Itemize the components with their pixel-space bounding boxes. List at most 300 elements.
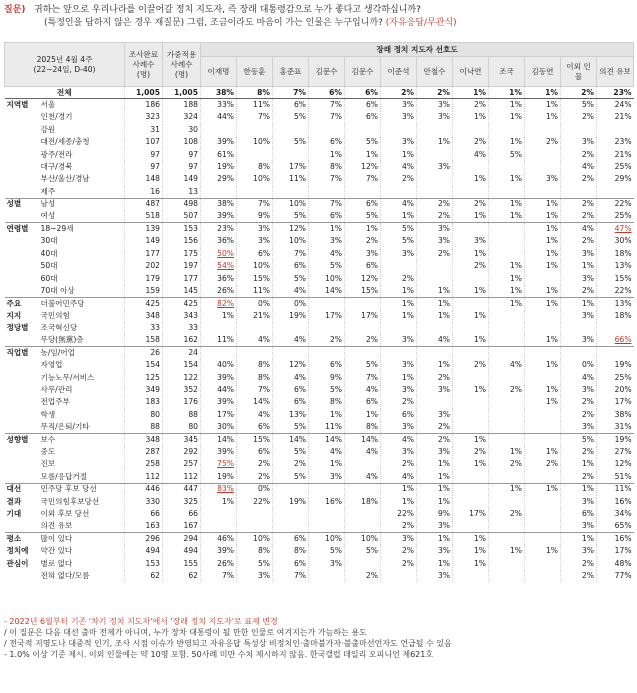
value-cell	[489, 223, 525, 235]
value-cell	[417, 272, 453, 284]
value-cell: 8%	[237, 545, 273, 557]
group-name	[5, 421, 39, 433]
row-label: 사무/관리	[40, 385, 73, 395]
value-cell: 9%	[309, 371, 345, 383]
sample-count: 494	[125, 545, 163, 557]
value-cell: 2%	[237, 471, 273, 483]
value-cell: 39%	[201, 136, 237, 148]
group-name	[5, 458, 39, 470]
row-label: 국민의힘후보당선	[40, 496, 100, 506]
value-cell: 7%	[309, 111, 345, 123]
value-cell: 4%	[381, 433, 417, 445]
weighted-count: 88	[163, 409, 201, 421]
value-cell	[453, 161, 489, 173]
candidate-header: 안철수	[417, 57, 453, 87]
weighted-count: 153	[163, 223, 201, 235]
value-cell: 10%	[237, 533, 273, 545]
weighted-count: 292	[163, 446, 201, 458]
weighted-count: 167	[163, 520, 201, 532]
value-cell	[237, 186, 273, 198]
group-name	[5, 371, 39, 383]
value-cell: 2%	[381, 545, 417, 557]
table-row	[5, 359, 634, 371]
value-cell: 21%	[597, 148, 634, 160]
value-cell: 2%	[561, 285, 597, 297]
value-cell: 3%	[417, 161, 453, 173]
row-label: 40대	[40, 248, 58, 258]
value-cell: 4%	[273, 371, 309, 383]
group-name	[5, 210, 39, 222]
value-cell: 7%	[273, 570, 309, 582]
value-cell: 1%	[453, 173, 489, 185]
row-label: 60대	[40, 273, 58, 283]
value-cell: 7%	[309, 198, 345, 210]
value-cell: 5%	[273, 272, 309, 284]
value-cell: 1%	[453, 248, 489, 260]
value-cell: 14%	[201, 433, 237, 445]
value-cell: 1%	[381, 285, 417, 297]
value-cell: 34%	[597, 508, 634, 520]
sample-count: 16	[125, 186, 163, 198]
value-cell: 1%	[561, 297, 597, 309]
value-cell: 17%	[273, 161, 309, 173]
weighted-count: 324	[163, 111, 201, 123]
table-row	[5, 99, 634, 111]
value-cell: 22%	[381, 508, 417, 520]
value-cell: 11%	[309, 421, 345, 433]
value-cell: 4%	[489, 359, 525, 371]
candidate-header: 김문수	[345, 57, 381, 87]
value-cell: 11%	[597, 483, 634, 495]
value-cell: 12%	[273, 359, 309, 371]
value-cell: 5%	[273, 446, 309, 458]
value-cell: 12%	[273, 223, 309, 235]
question-tag: 질문)	[4, 5, 26, 15]
value-cell	[309, 124, 345, 136]
value-cell	[453, 396, 489, 408]
value-cell: 22%	[597, 198, 634, 210]
value-cell	[489, 396, 525, 408]
row-label: 별로 없다	[40, 558, 73, 568]
value-cell: 1%	[489, 87, 525, 99]
value-cell: 39%	[201, 210, 237, 222]
value-cell: 6%	[345, 99, 381, 111]
value-cell: 83%	[201, 483, 237, 495]
value-cell: 1%	[525, 235, 561, 247]
value-cell: 11%	[237, 285, 273, 297]
value-cell: 7%	[345, 371, 381, 383]
value-cell	[489, 161, 525, 173]
row-label: 30대	[40, 236, 58, 246]
value-cell: 10%	[237, 136, 273, 148]
sample-count: 97	[125, 148, 163, 160]
value-cell	[381, 322, 417, 334]
value-cell	[525, 421, 561, 433]
value-cell: 1%	[489, 272, 525, 284]
value-cell: 1%	[525, 260, 561, 272]
row-label: 여성	[40, 211, 56, 221]
value-cell: 1%	[489, 297, 525, 309]
sample-count: 139	[125, 223, 163, 235]
value-cell: 6%	[273, 260, 309, 272]
value-cell: 14%	[237, 396, 273, 408]
row-label: 70대 이상	[40, 285, 75, 295]
weighted-count: 1,005	[163, 87, 201, 99]
value-cell: 2%	[561, 148, 597, 160]
value-cell: 10%	[237, 173, 273, 185]
value-cell	[561, 124, 597, 136]
value-cell: 3%	[381, 334, 417, 346]
value-cell: 2%	[489, 458, 525, 470]
weighted-count: 176	[163, 396, 201, 408]
value-cell: 16%	[309, 495, 345, 507]
group-name	[5, 570, 39, 582]
sample-count: 107	[125, 136, 163, 148]
value-cell: 27%	[597, 446, 634, 458]
weighted-count: 145	[163, 285, 201, 297]
value-cell: 17%	[597, 396, 634, 408]
value-cell: 1%	[201, 495, 237, 507]
value-cell: 2%	[345, 235, 381, 247]
value-cell: 15%	[237, 272, 273, 284]
value-cell: 1%	[381, 371, 417, 383]
value-cell: 1%	[561, 458, 597, 470]
value-cell: 17%	[201, 409, 237, 421]
value-cell	[525, 124, 561, 136]
value-cell: 17%	[453, 508, 489, 520]
value-cell: 1%	[417, 483, 453, 495]
value-cell	[489, 421, 525, 433]
candidate-header: 김문수	[309, 57, 345, 87]
value-cell	[561, 186, 597, 198]
value-cell: 3%	[561, 421, 597, 433]
group-name	[5, 446, 39, 458]
value-cell: 3%	[561, 384, 597, 396]
value-cell: 11%	[201, 334, 237, 346]
weighted-count: 425	[163, 297, 201, 309]
table-row	[5, 260, 634, 272]
value-cell: 54%	[201, 260, 237, 272]
value-cell: 7%	[237, 198, 273, 210]
weighted-count: 345	[163, 433, 201, 445]
value-cell: 2%	[345, 570, 381, 582]
value-cell: 1%	[489, 446, 525, 458]
table-row	[5, 210, 634, 222]
candidate-header: 홍준표	[273, 57, 309, 87]
value-cell: 4%	[273, 334, 309, 346]
value-cell	[273, 347, 309, 359]
group-name	[5, 148, 39, 160]
value-cell: 14%	[309, 433, 345, 445]
table-row	[5, 124, 634, 136]
value-cell: 6%	[309, 136, 345, 148]
value-cell	[597, 347, 634, 359]
value-cell	[273, 322, 309, 334]
value-cell: 7%	[309, 99, 345, 111]
table-row	[5, 136, 634, 148]
value-cell: 1%	[453, 384, 489, 396]
value-cell: 3%	[417, 99, 453, 111]
candidate-header: 한동훈	[237, 57, 273, 87]
row-label: 무당(無黨)층	[40, 335, 84, 345]
value-cell: 4%	[381, 471, 417, 483]
value-cell	[561, 322, 597, 334]
value-cell: 1%	[525, 359, 561, 371]
value-cell: 2%	[561, 87, 597, 99]
value-cell: 1%	[489, 285, 525, 297]
value-cell	[453, 371, 489, 383]
value-cell	[489, 371, 525, 383]
value-cell: 19%	[597, 359, 634, 371]
sample-count: 425	[125, 297, 163, 309]
value-cell	[525, 409, 561, 421]
group-name: 기대	[6, 508, 22, 518]
row-label: 국민의힘	[40, 310, 70, 320]
value-cell: 65%	[597, 520, 634, 532]
value-cell	[345, 520, 381, 532]
value-cell: 3%	[417, 520, 453, 532]
value-cell: 4%	[237, 334, 273, 346]
row-label: 대전/세종/충청	[40, 137, 90, 147]
value-cell	[345, 347, 381, 359]
value-cell	[273, 508, 309, 520]
group-name: 평소	[5, 533, 39, 545]
value-cell: 1%	[381, 148, 417, 160]
value-cell: 3%	[417, 384, 453, 396]
value-cell	[201, 347, 237, 359]
value-cell: 1%	[561, 260, 597, 272]
value-cell	[273, 186, 309, 198]
value-cell: 6%	[561, 508, 597, 520]
sample-count: 154	[125, 359, 163, 371]
value-cell	[201, 520, 237, 532]
sample-count: 148	[125, 173, 163, 185]
value-cell: 3%	[525, 173, 561, 185]
value-cell: 13%	[273, 409, 309, 421]
value-cell: 2%	[237, 458, 273, 470]
value-cell: 25%	[597, 161, 634, 173]
value-cell	[237, 347, 273, 359]
value-cell: 3%	[237, 235, 273, 247]
table-row	[5, 173, 634, 185]
table-row	[5, 483, 634, 495]
value-cell: 10%	[237, 260, 273, 272]
value-cell: 39%	[201, 396, 237, 408]
value-cell	[489, 124, 525, 136]
candidate-header: 이외 인물	[561, 57, 597, 87]
table-row	[5, 545, 634, 557]
value-cell: 2%	[417, 198, 453, 210]
value-cell: 1%	[525, 111, 561, 123]
value-cell: 1%	[489, 545, 525, 557]
value-cell	[309, 347, 345, 359]
value-cell: 1%	[525, 210, 561, 222]
value-cell	[201, 186, 237, 198]
sample-count: 163	[125, 520, 163, 532]
value-cell	[345, 297, 381, 309]
value-cell	[453, 471, 489, 483]
value-cell	[345, 458, 381, 470]
sample-count: 323	[125, 111, 163, 123]
value-cell: 38%	[201, 87, 237, 99]
value-cell: 23%	[201, 223, 237, 235]
weighted-count: 24	[163, 347, 201, 359]
value-cell	[489, 520, 525, 532]
table-row	[5, 186, 634, 198]
value-cell: 3%	[237, 223, 273, 235]
sample-count: 186	[125, 99, 163, 111]
candidate-header: 이준석	[381, 57, 417, 87]
value-cell: 1%	[453, 210, 489, 222]
value-cell: 3%	[309, 235, 345, 247]
value-cell: 6%	[309, 210, 345, 222]
group-name: 성별	[5, 198, 39, 210]
value-cell: 10%	[273, 235, 309, 247]
table-row	[5, 570, 634, 582]
value-cell	[417, 124, 453, 136]
value-cell: 30%	[597, 235, 634, 247]
weighted-count: 494	[163, 545, 201, 557]
value-cell: 44%	[201, 111, 237, 123]
value-cell: 46%	[201, 533, 237, 545]
value-cell: 1%	[525, 87, 561, 99]
value-cell	[525, 508, 561, 520]
value-cell	[453, 570, 489, 582]
weighted-count: 177	[163, 272, 201, 284]
value-cell: 12%	[597, 458, 634, 470]
value-cell: 4%	[561, 161, 597, 173]
value-cell: 5%	[309, 260, 345, 272]
sample-count: 296	[125, 533, 163, 545]
value-cell	[309, 570, 345, 582]
table-row	[5, 533, 634, 545]
value-cell: 5%	[273, 111, 309, 123]
value-cell: 4%	[453, 148, 489, 160]
value-cell: 15%	[597, 272, 634, 284]
value-cell: 14%	[345, 433, 381, 445]
group-name	[5, 173, 39, 185]
candidate-header: 조국	[489, 57, 525, 87]
sample-count: 446	[125, 483, 163, 495]
value-cell: 19%	[273, 495, 309, 507]
value-cell: 5%	[561, 433, 597, 445]
value-cell: 3%	[345, 248, 381, 260]
table-row	[5, 557, 634, 569]
value-cell	[597, 322, 634, 334]
subtext-main: (특정인을 답하지 않은 경우 재질문) 그럼, 조금이라도 마음이 가는 인물은 누구입니까?	[44, 18, 383, 28]
table-row	[5, 272, 634, 284]
value-cell	[381, 570, 417, 582]
value-cell: 2%	[561, 111, 597, 123]
value-cell	[453, 223, 489, 235]
value-cell	[489, 347, 525, 359]
survey-date: 2025년 4월 4주	[36, 54, 93, 64]
footnote-3: / 전국적 지명도나 대중적 인기, 조사 시점 이슈가 반영되고 자유응답 특성상 비정치인·출마불가자·불출마선언자도 언급될 수 있음	[4, 639, 452, 648]
value-cell: 24%	[597, 99, 634, 111]
row-label: 보수	[39, 433, 125, 445]
value-cell: 3%	[309, 557, 345, 569]
value-cell: 36%	[201, 272, 237, 284]
value-cell: 4%	[381, 161, 417, 173]
group-name: 연령별	[5, 223, 39, 235]
group-name	[5, 161, 39, 173]
sample-count: 153	[125, 557, 163, 569]
value-cell: 31%	[597, 421, 634, 433]
value-cell: 1%	[453, 458, 489, 470]
value-cell: 8%	[237, 87, 273, 99]
value-cell: 5%	[345, 136, 381, 148]
weighted-count: 155	[163, 557, 201, 569]
value-cell: 16%	[597, 495, 634, 507]
value-cell	[597, 124, 634, 136]
value-cell: 5%	[309, 384, 345, 396]
group-name: 대선	[5, 483, 39, 495]
value-cell: 1%	[453, 334, 489, 346]
value-cell: 3%	[561, 248, 597, 260]
value-cell: 1%	[525, 396, 561, 408]
group-name	[5, 409, 39, 421]
value-cell: 7%	[237, 111, 273, 123]
value-cell: 2%	[381, 272, 417, 284]
value-cell: 1%	[525, 99, 561, 111]
value-cell: 2%	[309, 334, 345, 346]
value-cell: 2%	[561, 396, 597, 408]
value-cell: 3%	[237, 570, 273, 582]
value-cell	[489, 433, 525, 445]
value-cell: 3%	[561, 136, 597, 148]
table-row	[5, 334, 634, 346]
sample-count: 33	[125, 322, 163, 334]
value-cell	[201, 322, 237, 334]
value-cell: 3%	[417, 235, 453, 247]
weighted-count: 498	[163, 198, 201, 210]
value-cell: 3%	[417, 545, 453, 557]
value-cell: 6%	[345, 396, 381, 408]
value-cell: 12%	[345, 161, 381, 173]
value-cell: 3%	[381, 421, 417, 433]
value-cell: 8%	[345, 421, 381, 433]
value-cell: 3%	[561, 272, 597, 284]
value-cell: 6%	[273, 384, 309, 396]
group-name	[5, 272, 39, 284]
value-cell	[273, 483, 309, 495]
value-cell: 0%	[237, 297, 273, 309]
value-cell: 17%	[597, 545, 634, 557]
value-cell	[525, 471, 561, 483]
value-cell: 5%	[273, 421, 309, 433]
value-cell	[309, 186, 345, 198]
value-cell: 61%	[201, 148, 237, 160]
row-label: 광주/전라	[40, 149, 73, 159]
value-cell: 10%	[273, 198, 309, 210]
value-cell: 1%	[453, 533, 489, 545]
value-cell: 4%	[309, 446, 345, 458]
value-cell	[489, 495, 525, 507]
value-cell	[417, 322, 453, 334]
value-cell: 3%	[381, 99, 417, 111]
value-cell: 2%	[489, 384, 525, 396]
weighted-count: 13	[163, 186, 201, 198]
value-cell: 30%	[201, 421, 237, 433]
value-cell	[525, 570, 561, 582]
value-cell	[489, 409, 525, 421]
value-cell: 4%	[273, 285, 309, 297]
value-cell: 11%	[237, 99, 273, 111]
value-cell	[345, 124, 381, 136]
value-cell: 3%	[561, 310, 597, 322]
value-cell	[525, 310, 561, 322]
row-label: 조국혁신당	[40, 323, 78, 333]
